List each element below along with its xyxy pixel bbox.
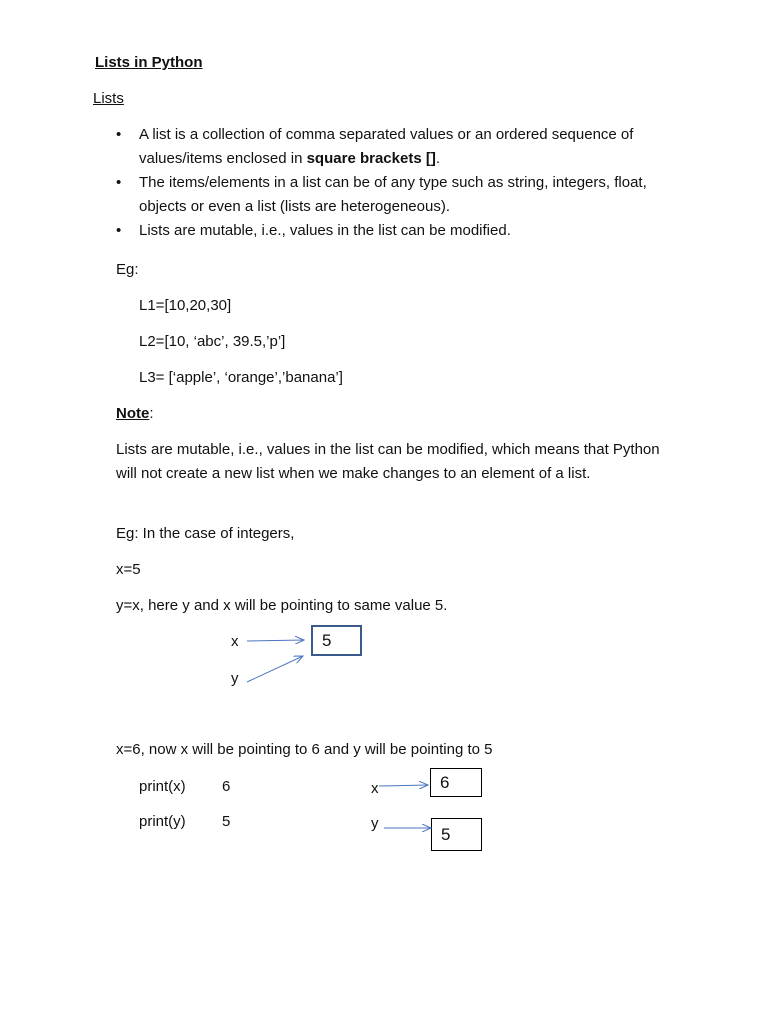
diagram2-y-label: y (371, 815, 379, 832)
x-arrow (247, 640, 304, 641)
bullet-list (116, 123, 676, 243)
bullet-text: The items/elements in a list can be of any type such as string, integers, float, objects or even a list (lists are heterogeneous). (139, 174, 647, 215)
diagram2-x-value: 6 (440, 772, 450, 792)
print-y-value: 5 (222, 813, 231, 830)
diagram2-x-box (430, 768, 482, 797)
y-assign: y=x, here y and x will be pointing to same value 5. (116, 597, 448, 614)
note-paragraph: Lists are mutable, i.e., values in the list can be modified, which means that Python will not create a new list when we make changes to an element of a list. (116, 441, 660, 482)
diagram1-y-label: y (231, 670, 239, 687)
note-heading (116, 402, 154, 426)
section-heading: Lists (93, 90, 124, 107)
x-reassign: x=6, now x will be pointing to 6 and y will be pointing to 5 (116, 741, 493, 758)
eg-label: Eg: (116, 261, 139, 278)
bullet-text: Lists are mutable, i.e., values in the list can be modified. (139, 222, 511, 239)
diagram1-value: 5 (322, 630, 332, 650)
y-arrow (247, 656, 303, 682)
diagram2-x-label: x (371, 780, 379, 797)
page-title: Lists in Python (95, 54, 203, 71)
diagram2-y-box (431, 818, 482, 851)
eg-integers: Eg: In the case of integers, (116, 525, 295, 542)
bullet-item (116, 219, 676, 243)
note-colon: : (149, 405, 154, 422)
print-y-label: print(y) (139, 813, 186, 830)
bullet-bold-text: square brackets [] (306, 150, 436, 167)
example-l2: L2=[10, ‘abc’, 39.5,’p’] (139, 333, 286, 350)
diagram1-value-box (311, 625, 362, 656)
print-x-value: 6 (222, 778, 231, 795)
diagram1-x-label: x (231, 633, 239, 650)
bullet-text: A list is a collection of comma separated values or an ordered sequence of values/items enclosed in (139, 126, 634, 167)
example-l3: L3= [‘apple’, ‘orange’,’banana’] (139, 369, 343, 386)
bullet-text-end: . (435, 150, 440, 167)
diagram2-y-value: 5 (441, 824, 451, 844)
example-l1: L1=[10,20,30] (139, 297, 232, 314)
bullet-item (116, 123, 676, 171)
x2-arrow (379, 785, 428, 786)
print-x-label: print(x) (139, 778, 186, 795)
note-label: Note (116, 405, 150, 422)
x-assign: x=5 (116, 561, 141, 578)
bullet-item (116, 171, 676, 219)
